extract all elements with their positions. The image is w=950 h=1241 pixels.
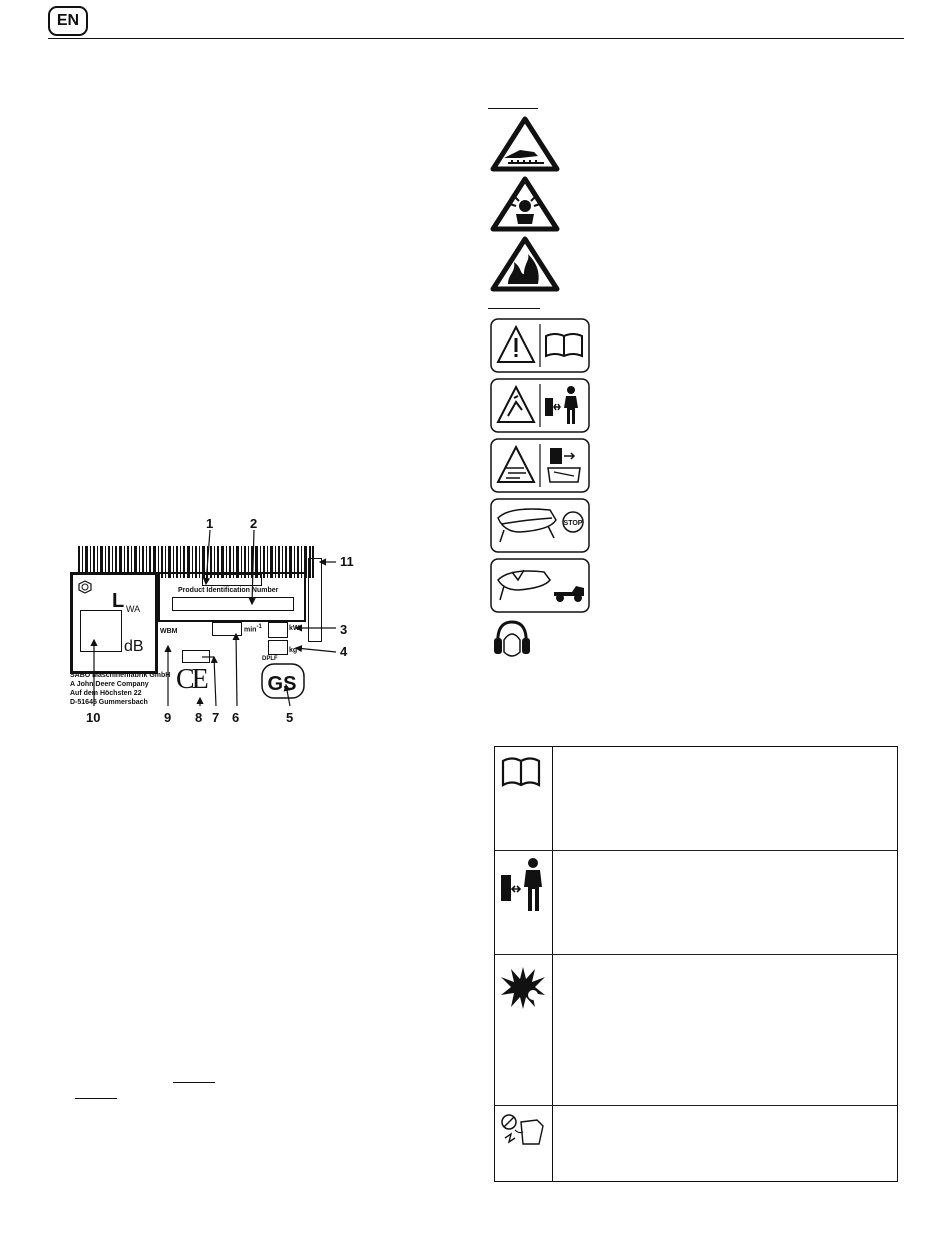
- ear-protection-icon: [490, 620, 534, 660]
- svg-text:STOP: STOP: [563, 520, 583, 527]
- callout-leaders: [64, 510, 364, 735]
- language-badge: EN: [48, 6, 88, 36]
- underline-mark: [488, 108, 538, 109]
- manufacturer-line: SABO Maschinenfabrik GmbH: [70, 672, 171, 679]
- db-unit: dB: [124, 638, 144, 655]
- keep-distance-icon: [499, 857, 545, 913]
- no-smoking-fuel-icon: [499, 1112, 549, 1148]
- underline-mark: [75, 1098, 117, 1099]
- product-id-label: Product Identification Number: [178, 587, 279, 594]
- manufacturer-line: A John Deere Company: [70, 681, 149, 688]
- ce-mark: CE: [176, 664, 206, 695]
- callout-5: 5: [286, 710, 294, 725]
- underline-mark: [488, 308, 540, 309]
- callout-1: 1: [206, 516, 214, 531]
- hand-cut-hazard-icon: [490, 116, 560, 172]
- manufacturer-line: Auf dem Höchsten 22: [70, 690, 142, 697]
- header-rule: [48, 38, 904, 39]
- callout-3: 3: [340, 622, 348, 637]
- warning-read-manual-icon: [490, 318, 590, 373]
- engage-drive-icon: [490, 558, 590, 613]
- icon-cell: [495, 851, 553, 954]
- release-handle-stop-icon: [490, 498, 590, 553]
- callout-9: 9: [164, 710, 172, 725]
- gs-mark-label: DPLF: [262, 656, 278, 662]
- rating-plate-figure: [64, 510, 364, 735]
- callout-4: 4: [340, 644, 348, 659]
- callout-7: 7: [212, 710, 220, 725]
- lwa-subscript: WA: [126, 604, 141, 614]
- underline-mark: [173, 1082, 215, 1083]
- table-row: [495, 747, 897, 850]
- icon-cell: [495, 1106, 553, 1181]
- table-row: [495, 850, 897, 954]
- lwa-symbol: L: [112, 590, 125, 612]
- wbm-label: WBM: [160, 628, 178, 635]
- blade-hazard-unplug-icon: [490, 438, 590, 493]
- fire-hazard-icon: [490, 236, 560, 292]
- manufacturer-line: D-51645 Gummersbach: [70, 699, 148, 706]
- kg-unit: kg: [289, 647, 298, 654]
- callout-2: 2: [250, 516, 258, 531]
- callout-11: 11: [340, 554, 354, 569]
- table-row: [495, 954, 897, 1105]
- svg-text:GS: GS: [267, 673, 297, 695]
- symbol-table: [494, 746, 898, 1182]
- callout-10: 10: [86, 710, 101, 725]
- callout-6: 6: [232, 710, 240, 725]
- callout-8: 8: [195, 710, 203, 725]
- icon-cell: [495, 747, 553, 850]
- manual-book-icon: [501, 755, 541, 789]
- table-row: [495, 1105, 897, 1181]
- thrown-objects-hazard-icon: [490, 176, 560, 232]
- kw-unit: kW: [289, 625, 300, 632]
- explosion-icon: [499, 965, 547, 1011]
- rpm-unit: $\min^{-1}$: [244, 624, 262, 634]
- keep-distance-icon: [490, 378, 590, 433]
- icon-cell: [495, 955, 553, 1105]
